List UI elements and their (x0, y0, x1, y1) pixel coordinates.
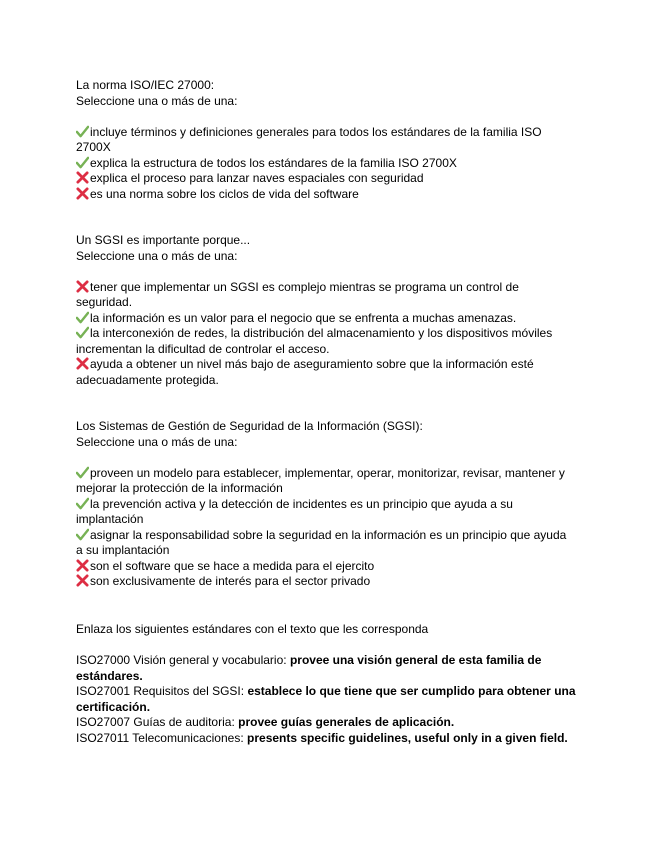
cross-mark-icon (76, 357, 89, 370)
question-instruction: Seleccione una o más de una: (76, 434, 238, 449)
answer-option (76, 311, 576, 327)
standard-answer: establece lo que tiene que ser cumplido para obtener una certificación. (76, 684, 576, 714)
question-title: Los Sistemas de Gestión de Seguridad de la Información (SGSI): (76, 419, 423, 433)
answer-option (76, 156, 576, 172)
standard-name: ISO27011 Telecomunicaciones: (76, 730, 244, 745)
answer-text: son exclusivamente de interés para el sector privado (90, 574, 371, 588)
question-title: Un SGSI es importante porque... (76, 233, 251, 247)
answer-list (76, 125, 576, 203)
question-title: Enlaza los siguientes estándares con el texto que les corresponda (76, 622, 429, 636)
answer-list (76, 466, 576, 590)
standard-answer: provee una visión general de esta familia de estándares. (76, 653, 542, 683)
answer-text: la prevención activa y la detección de incidentes es un principio que ayuda a su implantación (76, 496, 513, 526)
answer-option (76, 171, 576, 187)
answer-list (76, 280, 576, 389)
answer-text: explica la estructura de todos los estándares de la familia ISO 2700X (90, 155, 457, 170)
answer-option (76, 326, 576, 357)
check-mark-icon (76, 326, 89, 339)
answer-option (76, 528, 576, 559)
answer-text: asignar la responsabilidad sobre la seguridad en la información es un principio que ayuda a su implantación (76, 527, 567, 557)
check-mark-icon (76, 125, 89, 138)
answer-text: la interconexión de redes, la distribución del almacenamiento y los dispositivos móviles incrementan la dificultad de controlar el acceso. (76, 326, 553, 356)
standard-name: ISO27001 Requisitos del SGSI: (76, 684, 245, 698)
answer-option (76, 187, 576, 203)
match-row (76, 731, 576, 747)
answer-text: explica el proceso para lanzar naves espaciales con seguridad (90, 171, 424, 185)
cross-mark-icon (76, 187, 89, 200)
cross-mark-icon (76, 559, 89, 572)
answer-text: proveen un modelo para establecer, implementar, operar, monitorizar, revisar, mantener y mejorar la protección de la información (76, 465, 565, 495)
answer-text: es una norma sobre los ciclos de vida del software (90, 186, 359, 201)
answer-text: la información es un valor para el negocio que se enfrenta a muchas amenazas. (90, 310, 517, 325)
match-row (76, 653, 576, 684)
check-mark-icon (76, 156, 89, 169)
answer-text: ayuda a obtener un nivel más bajo de aseguramiento sobre que la información esté adecuadamente protegida. (76, 357, 534, 387)
answer-option (76, 559, 576, 575)
answer-option (76, 357, 576, 388)
check-mark-icon (76, 466, 89, 479)
check-mark-icon (76, 311, 89, 324)
check-mark-icon (76, 497, 89, 510)
match-row (76, 715, 576, 731)
check-mark-icon (76, 528, 89, 541)
question-2 (76, 233, 576, 388)
question-3 (76, 419, 576, 590)
answer-option (76, 574, 576, 590)
match-list (76, 653, 576, 746)
answer-text: son el software que se hace a medida para el ejercito (90, 558, 375, 573)
question-4 (76, 622, 576, 746)
answer-text: incluye términos y definiciones generales para todos los estándares de la familia ISO 2700X (76, 124, 542, 154)
question-instruction: Seleccione una o más de una: (76, 248, 238, 263)
cross-mark-icon (76, 574, 89, 587)
answer-option (76, 497, 576, 528)
answer-option (76, 466, 576, 497)
answer-option (76, 280, 576, 311)
standard-name: ISO27000 Visión general y vocabulario: (76, 653, 287, 667)
standard-answer: provee guías generales de aplicación. (238, 715, 455, 729)
question-title: La norma ISO/IEC 27000: (76, 78, 215, 92)
answer-option (76, 125, 576, 156)
cross-mark-icon (76, 280, 89, 293)
cross-mark-icon (76, 171, 89, 184)
standard-answer: presents specific guidelines, useful only in a given field. (247, 730, 568, 745)
match-row (76, 684, 576, 715)
answer-text: tener que implementar un SGSI es complejo mientras se programa un control de seguridad. (76, 279, 519, 309)
question-1 (76, 78, 576, 202)
question-instruction: Seleccione una o más de una: (76, 93, 238, 108)
standard-name: ISO27007 Guías de auditoria: (76, 715, 235, 729)
